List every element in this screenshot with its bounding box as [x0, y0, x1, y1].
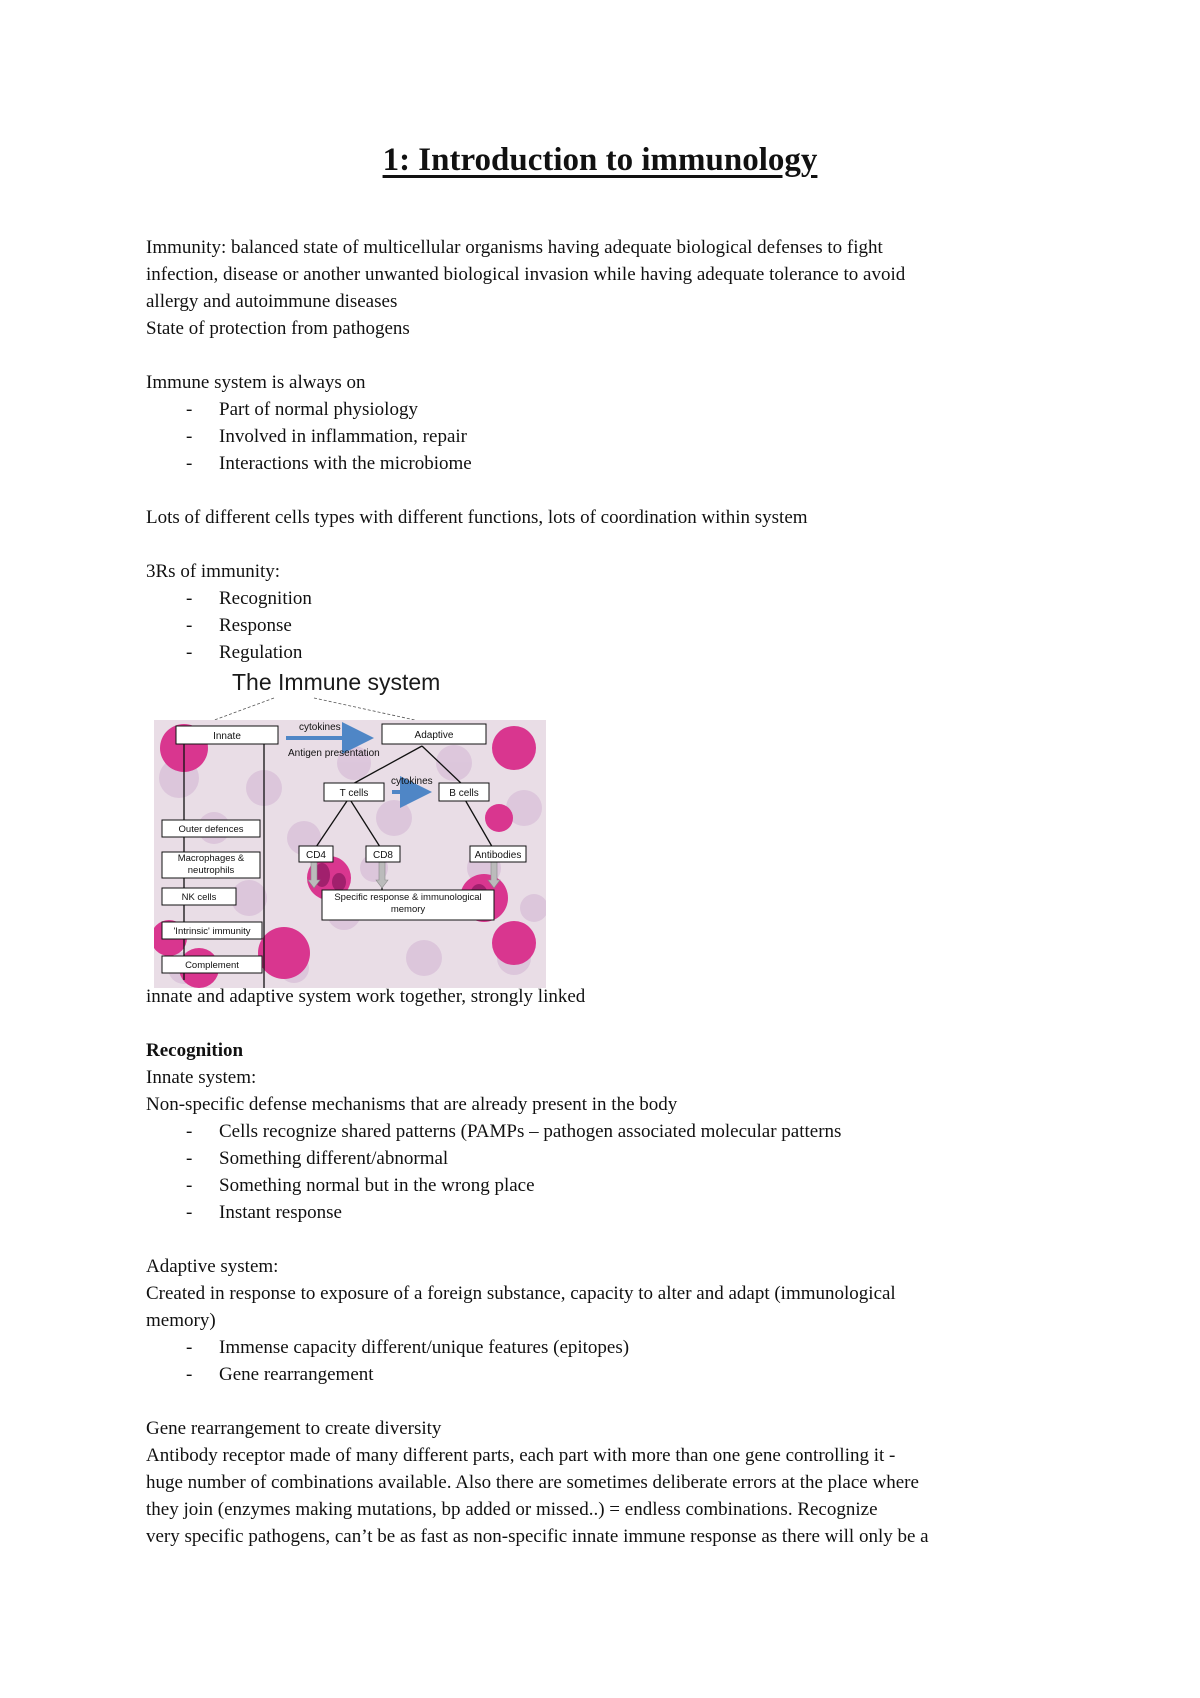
list-item	[146, 450, 1066, 477]
list-item-text: Response	[219, 615, 292, 636]
list-item	[146, 423, 1066, 450]
text-line: Lots of different cells types with different functions, lots of coordination within system	[146, 507, 808, 528]
svg-text:Antibodies: Antibodies	[474, 850, 522, 861]
b-cells-box	[439, 783, 489, 801]
svg-text:Complement: Complement	[185, 960, 239, 971]
dash-marker: -	[186, 1175, 193, 1196]
dash-marker: -	[186, 1364, 193, 1385]
svg-text:T cells: T cells	[339, 788, 369, 799]
text-line: Immunity: balanced state of multicellular organisms having adequate biological defenses to fight	[146, 237, 883, 258]
list-item-text: Something normal but in the wrong place	[219, 1175, 535, 1196]
svg-text:Innate: Innate	[213, 731, 241, 742]
dash-marker: -	[186, 426, 193, 447]
specific-response-box	[322, 890, 494, 920]
list-item-text: Instant response	[219, 1202, 342, 1223]
innate-box	[176, 726, 278, 744]
list-item	[146, 1118, 1066, 1145]
list-item	[146, 1361, 1066, 1388]
innate-item-box	[162, 820, 260, 837]
dash-marker: -	[186, 453, 193, 474]
text-line: they join (enzymes making mutations, bp added or missed..) = endless combinations. Recognize	[146, 1499, 878, 1520]
dash-marker: -	[186, 1337, 193, 1358]
antigen-presentation-label: Antigen presentation	[288, 748, 380, 759]
list-item-text: Involved in inflammation, repair	[219, 426, 467, 447]
list-item	[146, 396, 1066, 423]
text-line: Non-specific defense mechanisms that are already present in the body	[146, 1094, 678, 1115]
figure-title: The Immune system	[232, 669, 441, 695]
list-item-text: Interactions with the microbiome	[219, 453, 472, 474]
cd4-box	[299, 846, 333, 862]
innate-item-box	[162, 956, 262, 973]
text-line: infection, disease or another unwanted biological invasion while having adequate tolerance to avoid	[146, 264, 906, 285]
list-item-text: Cells recognize shared patterns (PAMPs – pathogen associated molecular patterns	[219, 1121, 842, 1142]
list-heading: Immune system is always on	[146, 372, 366, 393]
t-cells-box	[324, 783, 384, 801]
subheading: Adaptive system:	[146, 1256, 279, 1277]
dash-marker: -	[186, 1202, 193, 1223]
intro-section	[146, 234, 1066, 666]
immune-system-figure	[154, 668, 546, 988]
list-item-text: Something different/abnormal	[219, 1148, 449, 1169]
text-line: very specific pathogens, can’t be as fast as non-specific innate immune response as there will only be a	[146, 1526, 929, 1547]
section-heading: Recognition	[146, 1040, 244, 1061]
dash-marker: -	[186, 588, 193, 609]
subheading: Gene rearrangement to create diversity	[146, 1418, 442, 1439]
adaptive-box	[382, 724, 486, 744]
text-line: memory)	[146, 1310, 216, 1331]
immune-system-diagram	[154, 668, 546, 988]
text-line: Antibody receptor made of many different parts, each part with more than one gene controlling it -	[146, 1445, 896, 1466]
antibodies-box	[470, 846, 526, 862]
innate-item-box	[162, 922, 262, 939]
recognition-section	[146, 983, 1066, 1550]
dash-marker: -	[186, 1121, 193, 1142]
list-item	[146, 585, 1066, 612]
svg-text:Adaptive: Adaptive	[414, 730, 454, 741]
specific-response-label: Specific response & immunological memory	[334, 892, 482, 915]
list-item	[146, 1172, 1066, 1199]
svg-text:Outer defences: Outer defences	[178, 824, 244, 835]
list-item-text: Gene rearrangement	[219, 1364, 374, 1385]
innate-item-box: Macrophages & neutrophils	[162, 852, 260, 878]
text-line: Created in response to exposure of a foreign substance, capacity to alter and adapt (immunological	[146, 1283, 896, 1304]
dash-marker: -	[186, 399, 193, 420]
list-item-text: Recognition	[219, 588, 312, 609]
text-line: huge number of combinations available. Also there are sometimes deliberate errors at the place where	[146, 1472, 919, 1493]
cytokines-label: cytokines	[391, 776, 433, 787]
list-item	[146, 1199, 1066, 1226]
svg-text:'Intrinsic' immunity: 'Intrinsic' immunity	[173, 926, 251, 937]
figure-caption: innate and adaptive system work together, strongly linked	[146, 986, 586, 1007]
list-item	[146, 612, 1066, 639]
list-heading: 3Rs of immunity:	[146, 561, 281, 582]
list-item	[146, 1145, 1066, 1172]
dash-marker: -	[186, 642, 193, 663]
subheading: Innate system:	[146, 1067, 257, 1088]
page-title: 1: Introduction to immunology	[382, 142, 818, 178]
list-item-text: Immense capacity different/unique features (epitopes)	[219, 1337, 630, 1358]
svg-text:CD4: CD4	[305, 850, 327, 861]
list-item	[146, 1334, 1066, 1361]
cytokines-label: cytokines	[299, 722, 341, 733]
svg-text:CD8: CD8	[372, 850, 394, 861]
svg-text:NK cells: NK cells	[181, 892, 217, 903]
dash-marker: -	[186, 1148, 193, 1169]
list-item-text: Part of normal physiology	[219, 399, 418, 420]
list-item-text: Regulation	[219, 642, 303, 663]
innate-item-box	[162, 888, 236, 905]
dash-marker: -	[186, 615, 193, 636]
list-item	[146, 639, 1066, 666]
cd8-box	[366, 846, 400, 862]
svg-text:B cells: B cells	[449, 788, 479, 799]
text-line: allergy and autoimmune diseases	[146, 291, 398, 312]
text-line: State of protection from pathogens	[146, 318, 410, 339]
